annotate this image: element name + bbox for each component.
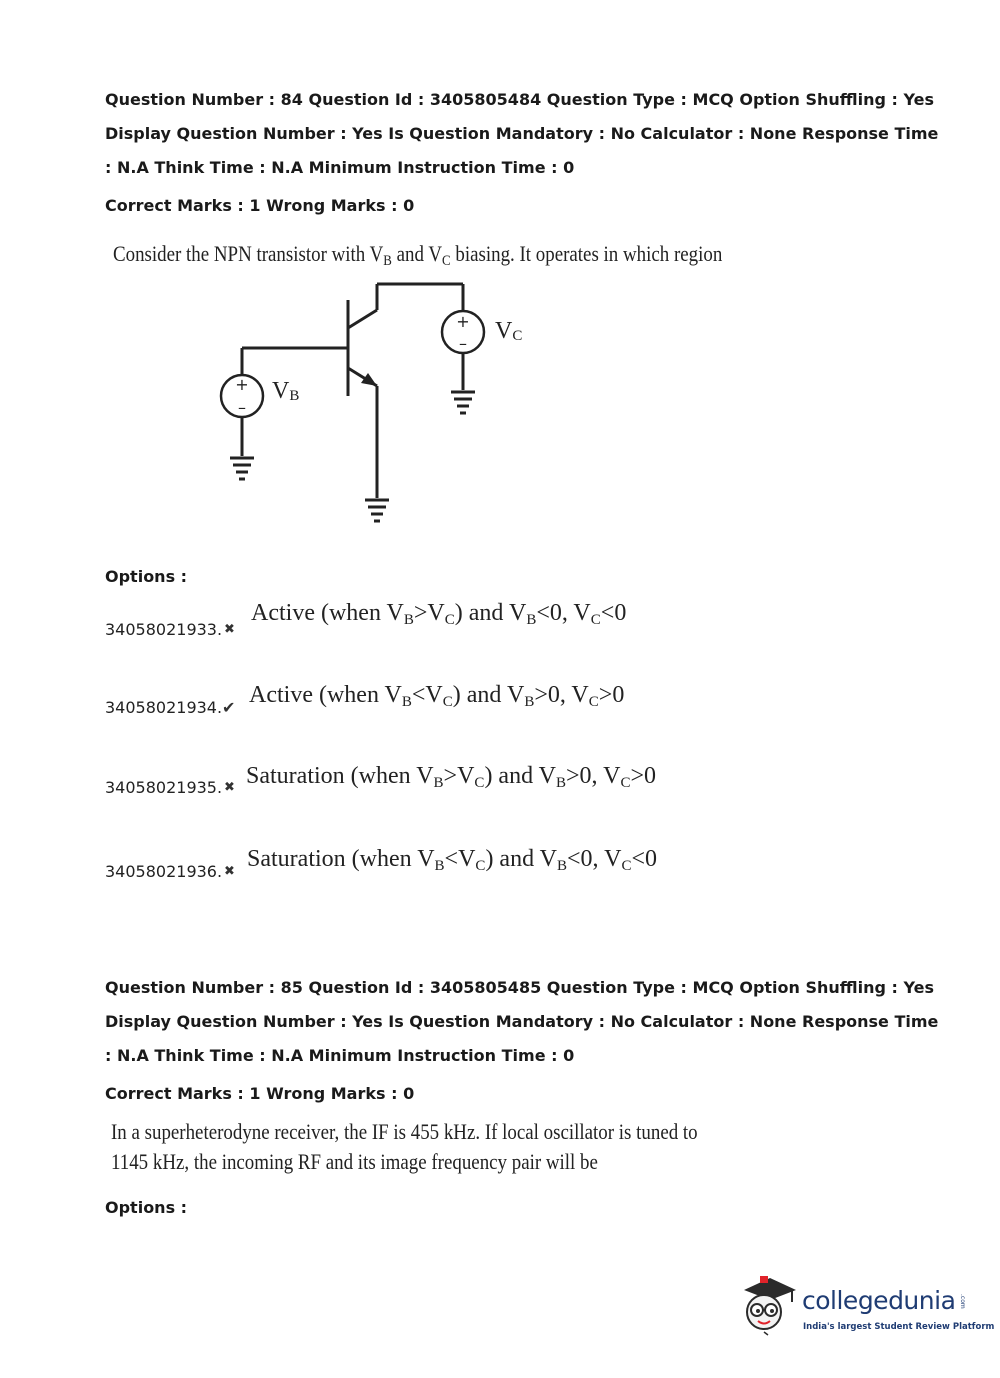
vb-label: VB [272,378,300,404]
q84-meta-line-2: Display Question Number : Yes Is Question Mandatory : No Calculator : None Response Time [105,124,939,143]
mascot-icon [740,1272,802,1342]
q85-meta-line-1: Question Number : 85 Question Id : 3405805485 Question Type : MCQ Option Shuffling : Yes [105,978,935,997]
q85-meta-line-3: : N.A Think Time : N.A Minimum Instruction Time : 0 [105,1046,575,1065]
svg-text:+: + [456,312,470,331]
q85-meta [105,971,939,1073]
ground-icon [451,392,475,413]
option-id: 34058021933. [105,620,223,639]
q85-question-line-2: 1145 kHz, the incoming RF and its image frequency pair will be [111,1149,598,1174]
cross-icon: ✖ [224,622,235,637]
vc-voltage-source [442,311,484,353]
logo-wordmark: collegedunia [802,1286,956,1315]
option-text: Active (when $V_B<V_C$) and $V_B>0$, $V_C>0$ [249,682,625,710]
vb-voltage-source [221,375,263,417]
q85-question-text [111,1117,698,1177]
logo-tagline: India's largest Student Review Platform [803,1322,995,1332]
q84-question-text: Consider the NPN transistor with $V_B$ and $V_C$ biasing. It operates in which region [113,241,723,269]
npn-circuit-diagram [0,270,1000,580]
q85-question-line-1: In a superheterodyne receiver, the IF is 455 kHz. If local oscillator is tuned to [111,1119,698,1144]
option-id: 34058021936. [105,862,223,881]
cross-icon: ✖ [224,780,235,795]
q84-meta-line-3: : N.A Think Time : N.A Minimum Instruction Time : 0 [105,158,575,177]
logo-dotcom: .com [959,1294,966,1309]
check-icon: ✔ [222,698,236,717]
option-text: Saturation (when $V_B<V_C$) and $V_B<0$, $V_C<0$ [247,846,657,874]
q85-marks: Correct Marks : 1 Wrong Marks : 0 [105,1084,415,1103]
q84-marks: Correct Marks : 1 Wrong Marks : 0 [105,196,415,215]
svg-text:+: + [235,375,249,394]
q85-options-label: Options : [105,1198,188,1217]
option-id: 34058021934. [105,698,223,717]
option-text: Active (when $V_B>V_C$) and $V_B<0$, $V_C<0$ [251,600,627,628]
option-text: Saturation (when $V_B>V_C$) and $V_B>0$, $V_C>0$ [246,763,656,791]
collegedunia-logo [740,1272,995,1342]
q84-meta [105,83,939,185]
cross-icon: ✖ [224,864,235,879]
svg-text:–: – [238,398,246,417]
vc-label: VC [495,318,523,344]
emitter-arrow [361,373,377,386]
q85-meta-line-2: Display Question Number : Yes Is Question Mandatory : No Calculator : None Response Time [105,1012,939,1031]
option-id: 34058021935. [105,778,223,797]
q84-meta-line-1: Question Number : 84 Question Id : 3405805484 Question Type : MCQ Option Shuffling : Yes [105,90,935,109]
q84-options-label: Options : [105,567,188,586]
ground-icon [230,458,254,479]
ground-icon [365,500,389,521]
svg-text:–: – [459,334,467,353]
